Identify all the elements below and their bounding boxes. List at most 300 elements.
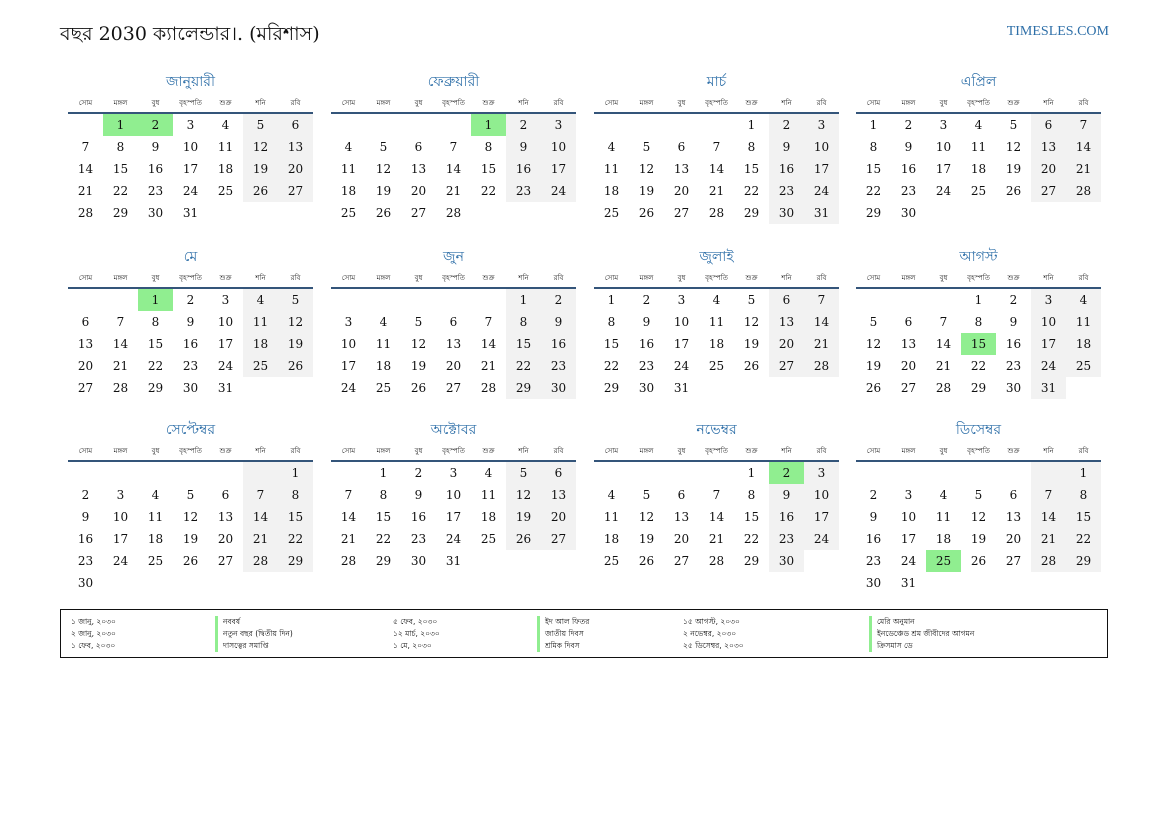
empty-cell xyxy=(891,289,926,311)
empty-cell xyxy=(961,462,996,484)
weekday-label: শুক্র xyxy=(745,274,758,282)
day-cell: 18 xyxy=(1066,333,1101,355)
day-cell: 15 xyxy=(743,510,760,524)
day-cell: 19 xyxy=(278,333,313,355)
month-mar xyxy=(594,72,839,224)
weekday-label: বুধ xyxy=(151,99,160,107)
day-grid xyxy=(68,114,313,224)
empty-cell xyxy=(996,462,1031,484)
legend-date: ২ নভেম্বর, ২০৩০ xyxy=(683,629,737,638)
day-cell: 4 xyxy=(939,488,948,502)
weekday-label: শনি xyxy=(518,274,529,282)
weekday-label: সোম xyxy=(78,447,93,455)
day-cell: 17 xyxy=(340,359,357,373)
weekday-label: শনি xyxy=(255,274,266,282)
weekday-header xyxy=(68,269,313,289)
day-cell: 20 xyxy=(1031,158,1066,180)
day-cell: 3 xyxy=(904,488,913,502)
day-cell: 20 xyxy=(77,359,94,373)
day-cell: 4 xyxy=(151,488,160,502)
day-cell: 5 xyxy=(186,488,195,502)
day-cell: 2 xyxy=(869,488,878,502)
empty-cell xyxy=(436,114,471,136)
empty-cell xyxy=(436,289,471,311)
day-cell: 13 xyxy=(278,136,313,158)
day-cell: 12 xyxy=(182,510,199,524)
day-cell: 18 xyxy=(970,162,987,176)
month-name: জুলাই xyxy=(699,249,734,265)
empty-cell xyxy=(804,377,839,399)
day-cell: 20 xyxy=(410,184,427,198)
day-cell: 19 xyxy=(410,359,427,373)
day-cell: 25 xyxy=(1066,355,1101,377)
page-title: বছর 2030 ক্যালেন্ডার।. (মরিশাস) xyxy=(60,23,320,45)
site-link[interactable]: TIMESLES.COM xyxy=(1006,24,1109,39)
day-cell: 28 xyxy=(480,381,497,395)
weekday-label: বৃহস্পতি xyxy=(705,99,728,107)
day-cell: 16 xyxy=(769,158,804,180)
day-cell: 24 xyxy=(804,528,839,550)
day-cell: 15 xyxy=(1066,506,1101,528)
day-grid xyxy=(856,289,1101,399)
empty-cell xyxy=(208,572,243,594)
day-cell: 5 xyxy=(243,114,278,136)
day-cell: 11 xyxy=(375,337,392,351)
weekday-label: শুক্র xyxy=(1007,447,1020,455)
day-cell: 25 xyxy=(375,381,392,395)
day-cell: 14 xyxy=(243,506,278,528)
day-cell: 13 xyxy=(1031,136,1066,158)
empty-cell xyxy=(401,289,436,311)
day-cell: 22 xyxy=(147,359,164,373)
day-cell: 21 xyxy=(708,184,725,198)
month-name: এপ্রিল xyxy=(960,74,997,90)
day-cell: 2 xyxy=(642,293,651,307)
weekday-label: বুধ xyxy=(151,447,160,455)
day-cell: 15 xyxy=(147,337,164,351)
day-cell: 13 xyxy=(410,162,427,176)
day-cell: 24 xyxy=(445,532,462,546)
day-cell: 31 xyxy=(182,206,199,220)
day-cell: 5 xyxy=(1009,118,1018,132)
day-cell: 27 xyxy=(900,381,917,395)
day-cell: 27 xyxy=(445,381,462,395)
day-cell: 16 xyxy=(182,337,199,351)
day-cell: 18 xyxy=(603,184,620,198)
day-cell: 8 xyxy=(484,140,493,154)
day-cell: 5 xyxy=(379,140,388,154)
day-cell: 10 xyxy=(217,315,234,329)
day-cell: 4 xyxy=(344,140,353,154)
weekday-label: বুধ xyxy=(677,274,686,282)
weekday-label: সোম xyxy=(341,99,356,107)
day-cell: 26 xyxy=(743,359,760,373)
day-cell: 17 xyxy=(804,158,839,180)
legend-holiday: নববর্ষ xyxy=(215,616,293,628)
legend-date: ১২ মার্চ, ২০৩০ xyxy=(393,629,440,638)
day-cell: 31 xyxy=(1031,377,1066,399)
day-cell: 2 xyxy=(904,118,913,132)
weekday-label: মঙ্গল xyxy=(901,274,916,282)
empty-cell xyxy=(699,377,734,399)
month-name: সেপ্টেম্বর xyxy=(165,422,216,438)
weekday-label: বৃহস্পতি xyxy=(179,99,202,107)
day-cell: 7 xyxy=(1031,484,1066,506)
day-cell: 8 xyxy=(1066,484,1101,506)
month-jan xyxy=(68,72,313,224)
day-cell: 10 xyxy=(673,315,690,329)
day-cell: 18 xyxy=(375,359,392,373)
day-cell: 28 xyxy=(1066,180,1101,202)
day-cell: 10 xyxy=(182,140,199,154)
day-cell: 7 xyxy=(484,315,493,329)
day-cell: 4 xyxy=(1066,289,1101,311)
day-cell: 19 xyxy=(970,532,987,546)
day-cell: 30 xyxy=(147,206,164,220)
day-cell: 2 xyxy=(414,466,423,480)
day-cell: 1 xyxy=(869,118,878,132)
weekday-label: সোম xyxy=(604,99,619,107)
day-cell: 31 xyxy=(217,381,234,395)
day-cell: 9 xyxy=(869,510,878,524)
day-cell: 5 xyxy=(414,315,423,329)
day-cell: 8 xyxy=(278,484,313,506)
day-cell: 6 xyxy=(541,462,576,484)
day-cell: 14 xyxy=(480,337,497,351)
weekday-label: সোম xyxy=(866,447,881,455)
legend-dates-col-2 xyxy=(393,616,440,652)
day-cell: 21 xyxy=(77,184,94,198)
day-cell: 12 xyxy=(1005,140,1022,154)
empty-cell xyxy=(68,462,103,484)
legend-date: ১ জানু, ২০৩০ xyxy=(71,617,116,626)
day-cell: 15 xyxy=(603,337,620,351)
weekday-header xyxy=(856,94,1101,114)
day-cell: 11 xyxy=(243,311,278,333)
day-cell: 30 xyxy=(865,576,882,590)
day-cell: 27 xyxy=(673,554,690,568)
day-cell: 3 xyxy=(186,118,195,132)
day-cell: 26 xyxy=(506,528,541,550)
day-cell: 2 xyxy=(81,488,90,502)
day-cell: 21 xyxy=(445,184,462,198)
day-cell: 15 xyxy=(112,162,129,176)
empty-cell xyxy=(541,550,576,572)
empty-cell xyxy=(856,289,891,311)
weekday-label: বৃহস্পতি xyxy=(442,447,465,455)
empty-cell xyxy=(278,202,313,224)
weekday-label: রবি xyxy=(1078,274,1089,282)
weekday-label: মঙ্গল xyxy=(113,99,128,107)
legend-holiday: ক্রিসমাস ডে xyxy=(869,640,974,652)
day-cell: 23 xyxy=(900,184,917,198)
weekday-label: বৃহস্পতি xyxy=(967,447,990,455)
legend-holiday: ইনডেঞ্চেড শ্রম জীবীদের আগমন xyxy=(869,628,974,640)
weekday-label: বৃহস্পতি xyxy=(442,99,465,107)
day-cell: 5 xyxy=(506,462,541,484)
day-cell: 2 xyxy=(506,114,541,136)
empty-cell xyxy=(471,202,506,224)
day-cell: 13 xyxy=(77,337,94,351)
day-cell: 23 xyxy=(541,355,576,377)
day-cell: 26 xyxy=(278,355,313,377)
weekday-header xyxy=(856,442,1101,462)
day-cell: 12 xyxy=(865,337,882,351)
empty-cell xyxy=(1031,202,1066,224)
weekday-label: বুধ xyxy=(677,447,686,455)
weekday-label: শনি xyxy=(518,99,529,107)
weekday-header xyxy=(68,442,313,462)
day-cell: 4 xyxy=(607,488,616,502)
empty-cell xyxy=(856,462,891,484)
day-cell: 12 xyxy=(506,484,541,506)
day-cell: 13 xyxy=(769,311,804,333)
day-cell: 23 xyxy=(410,532,427,546)
legend-names-col-2 xyxy=(537,616,589,652)
weekday-label: শনি xyxy=(255,447,266,455)
day-cell: 5 xyxy=(642,140,651,154)
day-cell: 6 xyxy=(414,140,423,154)
day-cell: 1 xyxy=(974,293,983,307)
month-oct xyxy=(331,420,576,572)
weekday-label: রবি xyxy=(816,447,827,455)
day-cell: 16 xyxy=(900,162,917,176)
day-cell: 21 xyxy=(112,359,129,373)
day-cell: 23 xyxy=(865,554,882,568)
weekday-label: শনি xyxy=(1043,447,1054,455)
weekday-label: রবি xyxy=(1078,447,1089,455)
day-cell: 22 xyxy=(743,184,760,198)
empty-cell xyxy=(804,550,839,572)
day-cell: 9 xyxy=(541,311,576,333)
weekday-label: বৃহস্পতি xyxy=(179,447,202,455)
day-cell: 6 xyxy=(769,289,804,311)
day-cell: 24 xyxy=(182,184,199,198)
day-cell: 24 xyxy=(804,180,839,202)
empty-cell xyxy=(103,572,138,594)
day-cell: 28 xyxy=(445,206,462,220)
day-cell: 23 xyxy=(506,180,541,202)
empty-cell xyxy=(1066,572,1101,594)
empty-cell xyxy=(243,202,278,224)
weekday-label: মঙ্গল xyxy=(639,99,654,107)
month-feb xyxy=(331,72,576,224)
weekday-label: শুক্র xyxy=(1007,274,1020,282)
day-cell: 16 xyxy=(541,333,576,355)
empty-cell xyxy=(278,572,313,594)
empty-cell xyxy=(138,462,173,484)
month-name: মার্চ xyxy=(706,74,727,90)
day-cell: 11 xyxy=(340,162,357,176)
day-cell: 26 xyxy=(865,381,882,395)
day-cell: 17 xyxy=(900,532,917,546)
weekday-label: রবি xyxy=(290,274,301,282)
day-cell: 6 xyxy=(278,114,313,136)
day-cell: 13 xyxy=(541,484,576,506)
empty-cell xyxy=(1066,202,1101,224)
day-cell: 26 xyxy=(375,206,392,220)
weekday-label: মঙ্গল xyxy=(639,447,654,455)
day-cell: 27 xyxy=(77,381,94,395)
day-cell: 25 xyxy=(147,554,164,568)
legend-dates-col-1 xyxy=(71,616,116,652)
day-cell: 16 xyxy=(147,162,164,176)
day-cell: 11 xyxy=(217,140,234,154)
day-cell: 1 xyxy=(471,114,506,136)
day-cell: 3 xyxy=(344,315,353,329)
day-cell: 6 xyxy=(677,140,686,154)
legend-dates-col-3 xyxy=(683,616,744,652)
day-grid xyxy=(594,289,839,399)
day-cell: 23 xyxy=(1005,359,1022,373)
empty-cell xyxy=(1031,572,1066,594)
day-cell: 1 xyxy=(747,118,756,132)
weekday-label: সোম xyxy=(341,274,356,282)
day-cell: 11 xyxy=(480,488,497,502)
day-cell: 2 xyxy=(769,462,804,484)
day-cell: 12 xyxy=(970,510,987,524)
legend-date: ২৫ ডিসেম্বর, ২০৩০ xyxy=(683,641,744,650)
legend-names-col-1 xyxy=(215,616,293,652)
weekday-label: শনি xyxy=(781,274,792,282)
day-cell: 11 xyxy=(1066,311,1101,333)
day-cell: 9 xyxy=(81,510,90,524)
day-cell: 30 xyxy=(769,202,804,224)
weekday-header xyxy=(68,94,313,114)
day-cell: 3 xyxy=(221,293,230,307)
day-cell: 24 xyxy=(217,359,234,373)
empty-cell xyxy=(664,114,699,136)
weekday-label: রবি xyxy=(290,99,301,107)
day-cell: 22 xyxy=(865,184,882,198)
weekday-label: শনি xyxy=(518,447,529,455)
day-cell: 29 xyxy=(147,381,164,395)
legend-date: ৫ ফেব, ২০৩০ xyxy=(393,617,438,626)
day-cell: 3 xyxy=(1031,289,1066,311)
legend-holiday: শ্রমিক দিবস xyxy=(537,640,589,652)
weekday-label: সোম xyxy=(78,99,93,107)
day-cell: 28 xyxy=(243,550,278,572)
empty-cell xyxy=(699,114,734,136)
day-cell: 26 xyxy=(1005,184,1022,198)
weekday-label: সোম xyxy=(866,99,881,107)
day-cell: 7 xyxy=(1066,114,1101,136)
day-cell: 20 xyxy=(445,359,462,373)
day-cell: 7 xyxy=(804,289,839,311)
weekday-label: রবি xyxy=(553,274,564,282)
day-cell: 29 xyxy=(1066,550,1101,572)
day-cell: 14 xyxy=(340,510,357,524)
month-apr xyxy=(856,72,1101,224)
day-cell: 15 xyxy=(961,333,996,355)
holiday-legend xyxy=(60,609,1108,658)
day-cell: 6 xyxy=(1031,114,1066,136)
empty-cell xyxy=(243,377,278,399)
day-cell: 9 xyxy=(186,315,195,329)
day-cell: 30 xyxy=(182,381,199,395)
day-cell: 17 xyxy=(541,158,576,180)
day-cell: 22 xyxy=(603,359,620,373)
empty-cell xyxy=(629,114,664,136)
weekday-label: শুক্র xyxy=(1007,99,1020,107)
day-grid xyxy=(331,114,576,224)
weekday-label: রবি xyxy=(553,99,564,107)
day-cell: 22 xyxy=(970,359,987,373)
day-cell: 15 xyxy=(375,510,392,524)
day-cell: 20 xyxy=(278,158,313,180)
weekday-label: শুক্র xyxy=(482,99,495,107)
day-cell: 14 xyxy=(1031,506,1066,528)
day-cell: 11 xyxy=(603,162,620,176)
day-cell: 15 xyxy=(480,162,497,176)
weekday-label: বৃহস্পতি xyxy=(967,274,990,282)
day-cell: 19 xyxy=(1005,162,1022,176)
day-cell: 2 xyxy=(186,293,195,307)
weekday-label: বৃহস্পতি xyxy=(705,447,728,455)
empty-cell xyxy=(961,572,996,594)
day-cell: 30 xyxy=(769,550,804,572)
empty-cell xyxy=(594,462,629,484)
weekday-label: শনি xyxy=(781,99,792,107)
day-cell: 30 xyxy=(1005,381,1022,395)
day-cell: 18 xyxy=(340,184,357,198)
day-cell: 26 xyxy=(638,554,655,568)
day-cell: 23 xyxy=(182,359,199,373)
empty-cell xyxy=(769,377,804,399)
day-cell: 3 xyxy=(677,293,686,307)
empty-cell xyxy=(103,462,138,484)
month-name: ফেব্রুয়ারী xyxy=(427,74,480,90)
day-cell: 22 xyxy=(506,355,541,377)
weekday-label: বৃহস্পতি xyxy=(442,274,465,282)
month-may xyxy=(68,247,313,399)
day-cell: 30 xyxy=(410,554,427,568)
day-cell: 4 xyxy=(484,466,493,480)
empty-cell xyxy=(699,462,734,484)
day-cell: 23 xyxy=(77,554,94,568)
day-cell: 16 xyxy=(638,337,655,351)
empty-cell xyxy=(401,114,436,136)
empty-cell xyxy=(996,202,1031,224)
day-cell: 21 xyxy=(708,532,725,546)
day-cell: 4 xyxy=(607,140,616,154)
day-cell: 6 xyxy=(1009,488,1018,502)
day-cell: 28 xyxy=(804,355,839,377)
day-cell: 25 xyxy=(708,359,725,373)
day-cell: 16 xyxy=(1005,337,1022,351)
legend-names-col-3 xyxy=(869,616,974,652)
day-cell: 18 xyxy=(708,337,725,351)
empty-cell xyxy=(471,289,506,311)
weekday-label: শুক্র xyxy=(219,99,232,107)
empty-cell xyxy=(541,202,576,224)
day-cell: 29 xyxy=(112,206,129,220)
day-cell: 8 xyxy=(869,140,878,154)
empty-cell xyxy=(506,550,541,572)
weekday-label: শুক্র xyxy=(482,274,495,282)
weekday-label: মঙ্গল xyxy=(113,447,128,455)
day-cell: 4 xyxy=(379,315,388,329)
empty-cell xyxy=(243,462,278,484)
empty-cell xyxy=(926,202,961,224)
weekday-label: মঙ্গল xyxy=(376,274,391,282)
day-cell: 12 xyxy=(278,311,313,333)
weekday-header xyxy=(594,269,839,289)
day-cell: 10 xyxy=(340,337,357,351)
day-cell: 4 xyxy=(712,293,721,307)
day-cell: 14 xyxy=(708,162,725,176)
day-cell: 5 xyxy=(747,293,756,307)
